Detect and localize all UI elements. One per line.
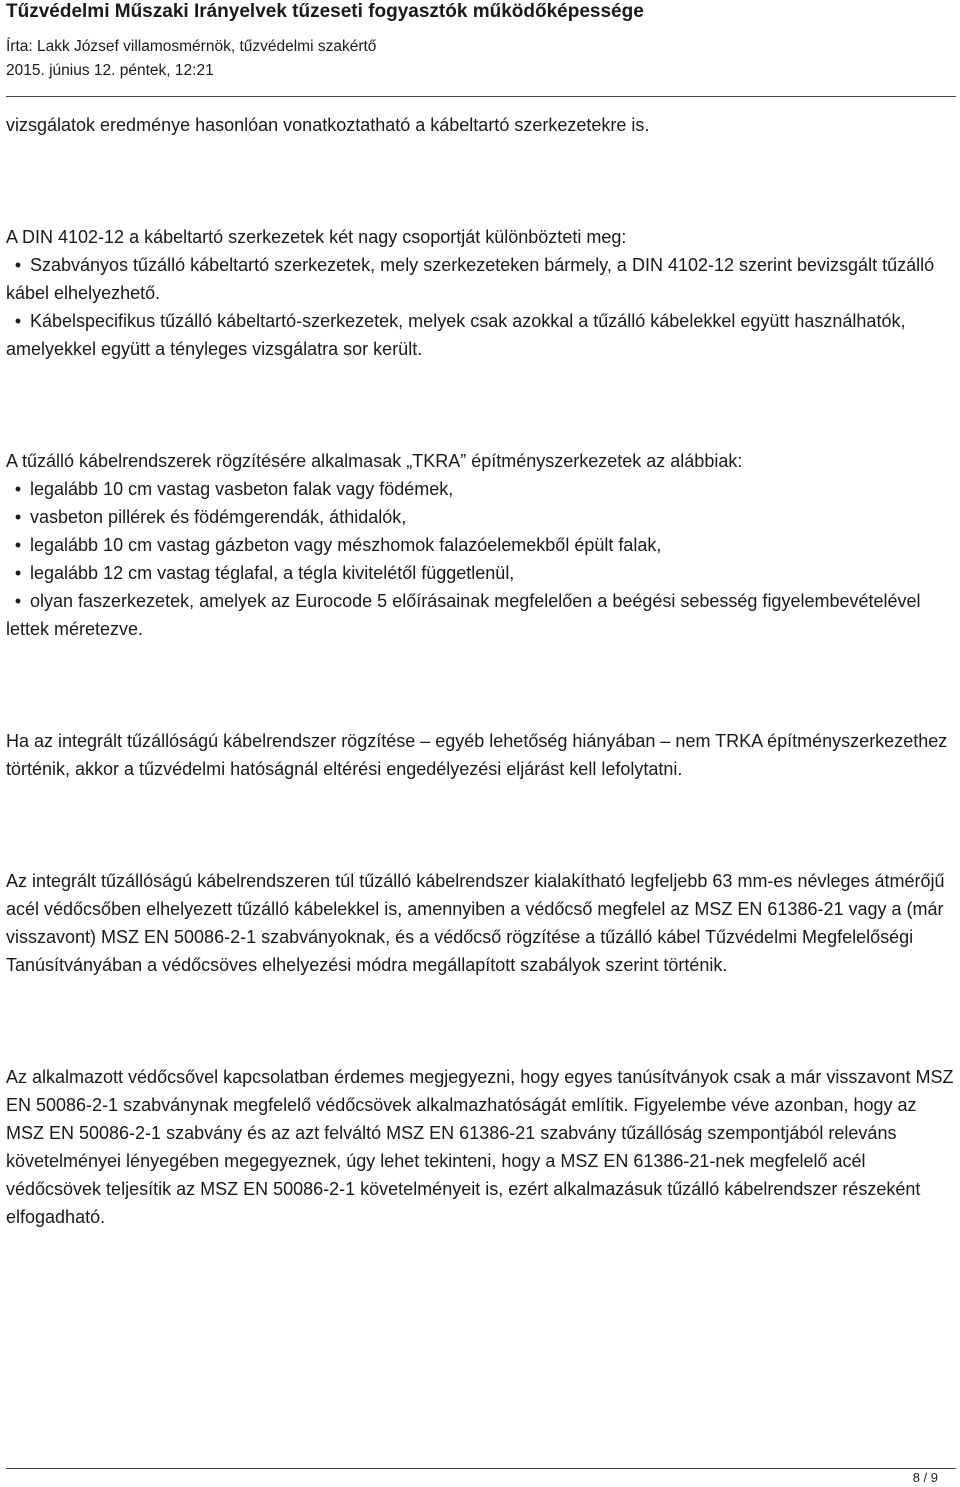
date-line: 2015. június 12. péntek, 12:21 <box>6 62 214 79</box>
list-item-text: legalább 10 cm vastag gázbeton vagy mészhomok falazóelemekből épült falak, <box>30 535 662 555</box>
list-item <box>6 307 956 363</box>
paragraph-2-intro: A DIN 4102-12 a kábeltartó szerkezetek két nagy csoportját különbözteti meg: <box>6 227 627 247</box>
paragraph-6: Az alkalmazott védőcsővel kapcsolatban érdemes megjegyezni, hogy egyes tanúsítványok csak a már visszavont MSZ EN 50086-2-1 szabványnak megfelelő védőcsövek alkalmazhatóságát említik. Figyelembe véve azonban, hogy az MSZ EN 50086-2-1 szabvány és az azt felváltó MSZ EN 61386-21 szabvány tűzállóság szempontjából releváns követelményei lényegében megegyeznek, úgy lehet tekinteni, hogy a MSZ EN 61386-21-nek megfelelő acél védőcsövek teljesítik az MSZ EN 50086-2-1 követelményeit is, ezért alkalmazásuk tűzálló kábelrendszer részeként elfogadható. <box>6 1067 954 1227</box>
header-divider <box>6 96 956 97</box>
bullet-icon: • <box>14 255 22 275</box>
article-body <box>6 111 956 1231</box>
list-item <box>6 587 956 643</box>
list-item <box>6 503 956 531</box>
bullet-icon: • <box>14 507 22 527</box>
paragraph-1: vizsgálatok eredménye hasonlóan vonatkoztatható a kábeltartó szerkezetekre is. <box>6 115 650 135</box>
paragraph-5: Az integrált tűzállóságú kábelrendszeren túl tűzálló kábelrendszer kialakítható legfeljebb 63 mm-es névleges átmérőjű acél védőcsőben elhelyezett tűzálló kábelekkel is, amennyiben a védőcső megfelel az MSZ EN 61386-21 vagy a (már visszavont) MSZ EN 50086-2-1 szabványoknak, és a védőcső rögzítése a tűzálló kábel Tűzvédelmi Megfelelőségi Tanúsítványában a védőcsöves elhelyezési módra megállapított szabályok szerint történik. <box>6 871 945 975</box>
author-line: Írta: Lakk József villamosmérnök, tűzvédelmi szakértő <box>6 38 377 55</box>
paragraph-3-intro: A tűzálló kábelrendszerek rögzítésére alkalmasak „TKRA” építményszerkezetek az alábbiak: <box>6 451 743 471</box>
spacer <box>6 363 956 447</box>
bullet-icon: • <box>14 591 22 611</box>
document-title: Tűzvédelmi Műszaki Irányelvek tűzeseti fogyasztók működőképessége <box>6 1 644 22</box>
list-item-text: legalább 10 cm vastag vasbeton falak vagy födémek, <box>30 479 454 499</box>
list-item <box>6 531 956 559</box>
page-number: 8 / 9 <box>912 1470 938 1485</box>
spacer <box>6 139 956 223</box>
list-item-text: olyan faszerkezetek, amelyek az Eurocode 5 előírásainak megfelelően a beégési sebesség figyelembevételével lettek méretezve. <box>6 591 921 639</box>
list-item <box>6 559 956 587</box>
page-header <box>6 0 956 81</box>
list-item <box>6 251 956 307</box>
bullet-icon: • <box>14 311 22 331</box>
spacer <box>6 643 956 727</box>
list-item-text: legalább 12 cm vastag téglafal, a tégla kivitelétől függetlenül, <box>30 563 515 583</box>
list-item-text: Kábelspecifikus tűzálló kábeltartó-szerkezetek, melyek csak azokkal a tűzálló kábelekkel együtt használhatók, amelyekkel együtt a tényleges vizsgálatra sor került. <box>6 311 906 359</box>
list-item <box>6 475 956 503</box>
bullet-icon: • <box>14 479 22 499</box>
footer-divider <box>6 1468 956 1469</box>
list-item-text: vasbeton pillérek és födémgerendák, áthidalók, <box>30 507 407 527</box>
spacer <box>6 979 956 1063</box>
bullet-icon: • <box>14 535 22 555</box>
list-item-text: Szabványos tűzálló kábeltartó szerkezetek, mely szerkezeteken bármely, a DIN 4102-12 szerint bevizsgált tűzálló kábel elhelyezhető. <box>6 255 935 303</box>
spacer <box>6 783 956 867</box>
paragraph-4: Ha az integrált tűzállóságú kábelrendszer rögzítése – egyéb lehetőség hiányában – nem TRKA építményszerkezethez történik, akkor a tűzvédelmi hatóságnál eltérési engedélyezési eljárást kell lefolytatni. <box>6 731 948 779</box>
bullet-icon: • <box>14 563 22 583</box>
